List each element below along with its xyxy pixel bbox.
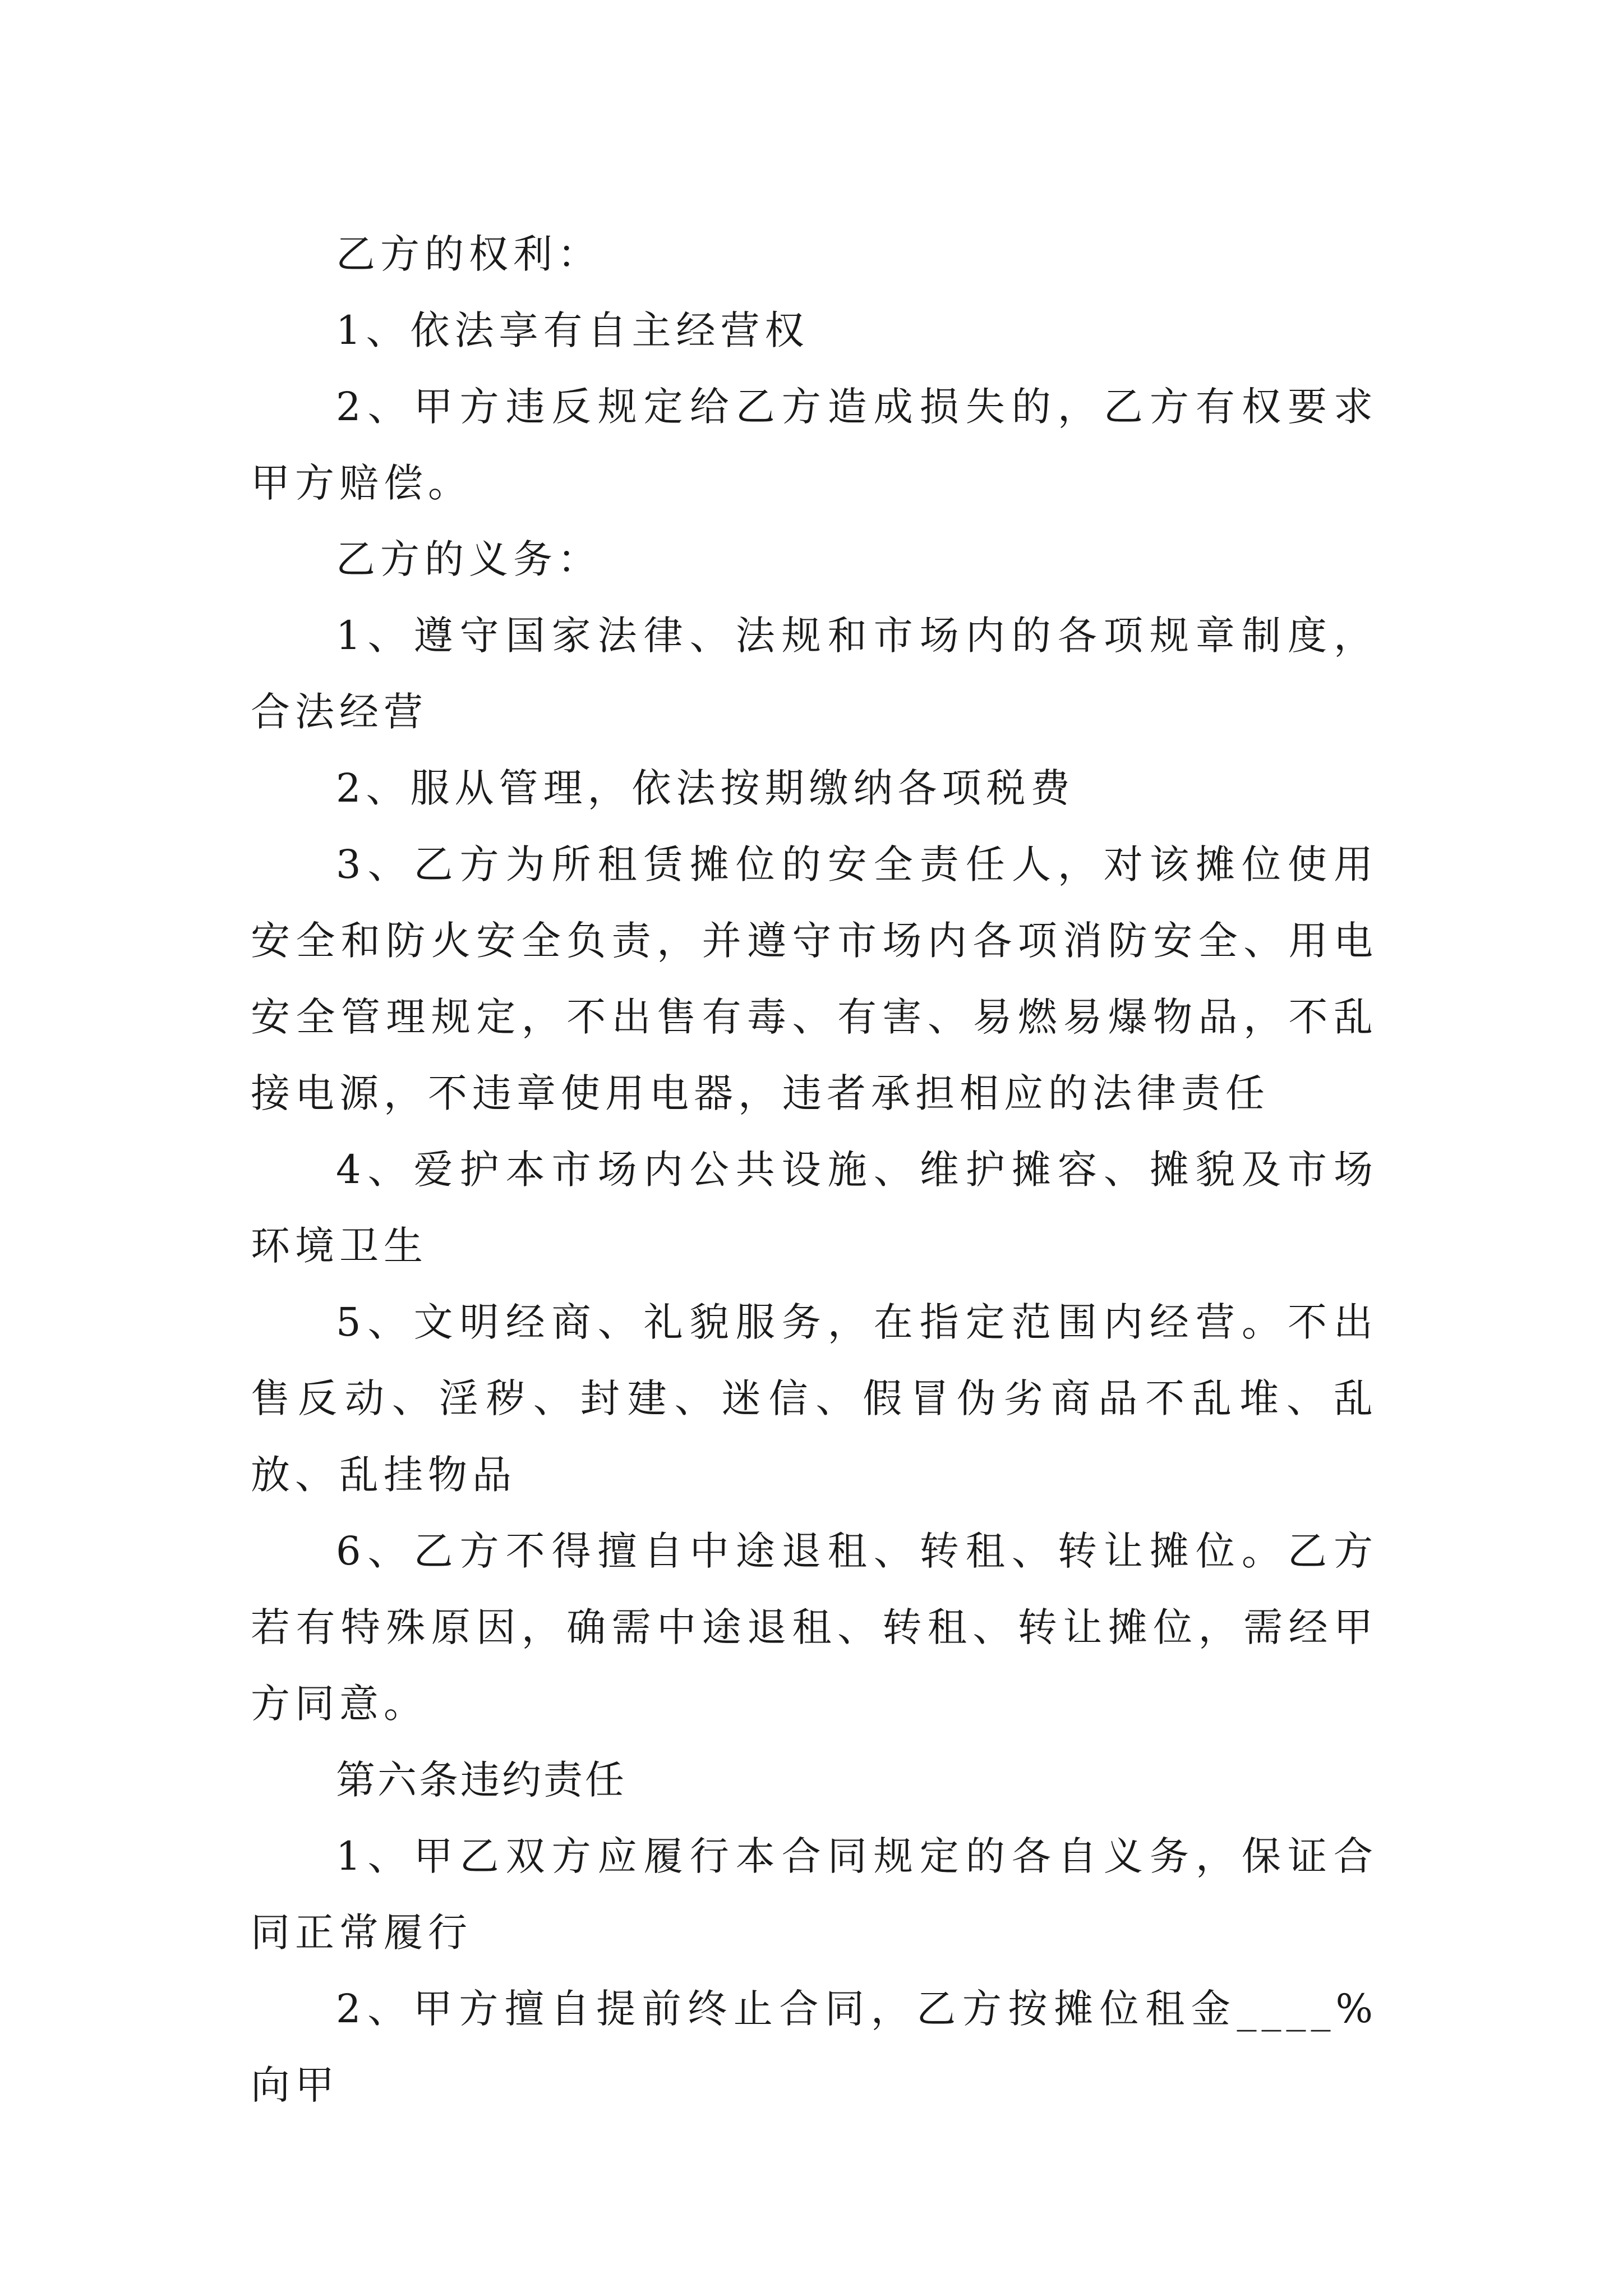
paragraph-obligations-item-3: 3、乙方为所租赁摊位的安全责任人，对该摊位使用安全和防火安全负责，并遵守市场内各项消防安全、用电安全管理规定，不出售有毒、有害、易燃易爆物品，不乱接电源，不违章使用电器，违者承担相应的法律责任 <box>251 841 1378 1116</box>
document-body <box>251 216 1378 2123</box>
section-heading-party-b-obligations: 乙方的义务： <box>336 536 602 582</box>
paragraph-liability-item-2: 2、甲方擅自提前终止合同，乙方按摊位租金____%向甲 <box>251 1986 1378 2108</box>
paragraph-obligations-item-4: 4、爱护本市场内公共设施、维护摊容、摊貌及市场环境卫生 <box>251 1147 1378 1269</box>
article-heading-breach-liability: 第六条违约责任 <box>336 1757 626 1803</box>
paragraph-obligations-item-1: 1、遵守国家法律、法规和市场内的各项规章制度，合法经营 <box>251 613 1378 735</box>
paragraph-obligations-item-6: 6、乙方不得擅自中途退租、转租、转让摊位。乙方若有特殊原因，确需中途退租、转租、转让摊位，需经甲方同意。 <box>251 1528 1378 1727</box>
paragraph-rights-item-2: 2、甲方违反规定给乙方造成损失的，乙方有权要求甲方赔偿。 <box>251 384 1378 506</box>
section-heading-party-b-rights: 乙方的权利： <box>336 231 602 277</box>
paragraph-rights-item-1: 1、依法享有自主经营权 <box>336 307 809 353</box>
paragraph-obligations-item-2: 2、服从管理，依法按期缴纳各项税费 <box>336 765 1075 811</box>
paragraph-obligations-item-5: 5、文明经商、礼貌服务，在指定范围内经营。不出售反动、淫秽、封建、迷信、假冒伪劣商品不乱堆、乱放、乱挂物品 <box>251 1299 1378 1498</box>
paragraph-liability-item-1: 1、甲乙双方应履行本合同规定的各自义务，保证合同正常履行 <box>251 1833 1378 1955</box>
